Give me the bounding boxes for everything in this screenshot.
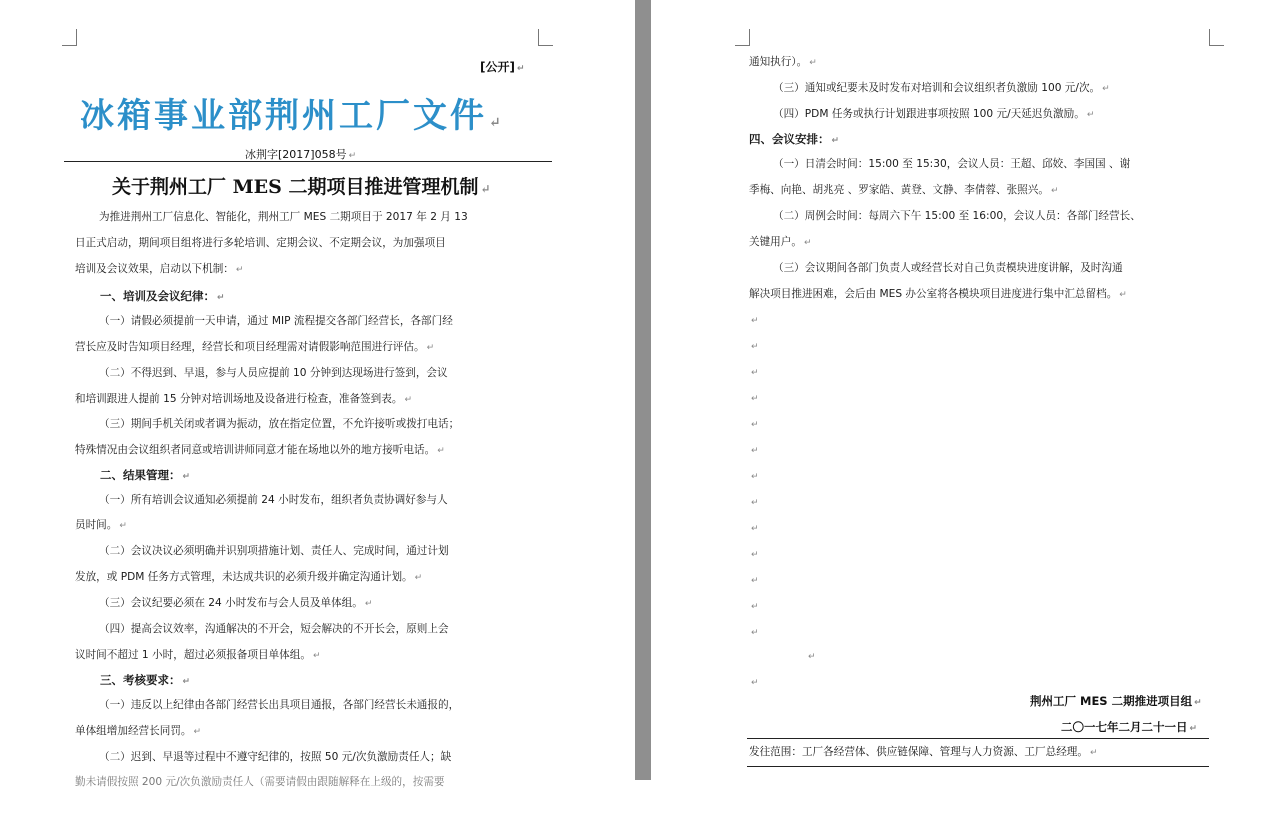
- crop-mark-top-right: [1209, 29, 1224, 46]
- section-heading: 一、培训及会议纪律： ↵: [100, 289, 225, 303]
- paragraph-line: （一）所有培训会议通知必须提前 24 小时发布，组织者负责协调好参与人: [99, 494, 448, 506]
- paragraph-line: （二）会议决议必须明确并识别项措施计划、责任人、完成时间，通过计划: [99, 545, 449, 557]
- paragraph-line: （一）日清会时间：15:00 至 15:30，会议人员：王超、邱姣、李国国 、谢: [773, 158, 1131, 170]
- document-number: 冰荆字[2017]058号 ↵: [245, 148, 357, 161]
- empty-paragraph-mark: ↵: [751, 342, 759, 352]
- paragraph-line: 员时间。 ↵: [75, 519, 127, 531]
- distribution-bottom-rule: [747, 766, 1209, 767]
- paragraph-line: 培训及会议效果，启动以下机制： ↵: [75, 263, 244, 275]
- document-page-right: [651, 0, 1280, 821]
- paragraph-line: 特殊情况由会议组织者同意或培训讲师同意才能在场地以外的地方接听电话。 ↵: [75, 444, 445, 456]
- paragraph-line: （三）期间手机关闭或者调为振动，放在指定位置，不允许接听或拨打电话；: [99, 418, 460, 430]
- header-title: 冰箱事业部荆州工厂文件 ↵: [80, 96, 504, 136]
- paragraph-line: 解决项目推进困难，会后由 MES 办公室将各模块项目进度进行集中汇总留档。 ↵: [749, 288, 1127, 300]
- paragraph-line: （四）PDM 任务或执行计划跟进事项按照 100 元/天延迟负激励。 ↵: [773, 108, 1095, 120]
- paragraph-line: 和培训跟进人提前 15 分钟对培训场地及设备进行检查，准备签到表。 ↵: [75, 393, 412, 405]
- paragraph-line: （二）不得迟到、早退，参与人员应提前 10 分钟到达现场进行签到，会议: [99, 367, 448, 379]
- empty-paragraph-mark: ↵: [751, 368, 759, 378]
- empty-paragraph-mark: ↵: [751, 420, 759, 430]
- paragraph-line: 勤未请假按照 200 元/次负激励责任人（需要请假由跟随解释在上级的，按需要: [75, 776, 445, 788]
- empty-paragraph-mark: ↵: [751, 316, 759, 326]
- empty-paragraph-mark: ↵: [808, 652, 816, 662]
- paragraph-line: （二）周例会时间：每周六下午 15:00 至 16:00，会议人员：各部门经营长、: [773, 210, 1141, 222]
- paragraph-line: （一）请假必须提前一天申请，通过 MIP 流程提交各部门经营长，各部门经: [99, 315, 453, 327]
- section-heading: 四、会议安排： ↵: [749, 132, 840, 146]
- paragraph-line: 发放，或 PDM 任务方式管理，未达成共识的必须升级并确定沟通计划。 ↵: [75, 571, 423, 583]
- empty-paragraph-mark: ↵: [751, 446, 759, 456]
- document-title: 关于荆州工厂 MES 二期项目推进管理机制 ↵: [112, 176, 491, 198]
- paragraph-line: （三）会议纪要必须在 24 小时发布与会人员及单体组。 ↵: [99, 597, 373, 609]
- paragraph-line: 单体组增加经营长同罚。 ↵: [75, 725, 202, 737]
- public-mark: [公开] ↵: [480, 60, 525, 74]
- paragraph-line: （四）提高会议效率，沟通解决的不开会，短会解决的不开长会，原则上会: [99, 623, 449, 635]
- empty-paragraph-mark: ↵: [751, 550, 759, 560]
- empty-paragraph-mark: ↵: [751, 576, 759, 586]
- document-page-left: [0, 0, 635, 821]
- paragraph-line: 关键用户。 ↵: [749, 236, 812, 248]
- crop-mark-top-right: [538, 29, 553, 46]
- section-heading: 二、结果管理： ↵: [100, 468, 191, 482]
- header-rule: [64, 161, 552, 162]
- empty-paragraph-mark: ↵: [751, 678, 759, 688]
- paragraph-line: （三）通知或纪要未及时发布对培训和会议组织者负激励 100 元/次。 ↵: [773, 82, 1110, 94]
- distribution-top-rule: [747, 738, 1209, 739]
- signature-date: 二〇一七年二月二十一日 ↵: [1061, 720, 1198, 734]
- paragraph-line: 季梅、向艳、胡兆亮 、罗家皓、黄登、文静、李倩蓉、张照兴。 ↵: [749, 184, 1059, 196]
- paragraph-line: （二）迟到、早退等过程中不遵守纪律的，按照 50 元/次负激励责任人；缺: [99, 751, 452, 763]
- empty-paragraph-mark: ↵: [751, 472, 759, 482]
- paragraph-line: 日正式启动，期间项目组将进行多轮培训、定期会议、不定期会议，为加强项目: [75, 237, 446, 249]
- signature-org: 荆州工厂 MES 二期推进项目组 ↵: [1030, 694, 1202, 708]
- paragraph-line: （一）违反以上纪律由各部门经营长出具项目通报，各部门经营长未通报的，: [99, 699, 460, 711]
- page-gutter: [635, 0, 651, 780]
- paragraph-line: 营长应及时告知项目经理，经营长和项目经理需对请假影响范围进行评估。 ↵: [75, 341, 435, 353]
- crop-mark-top-left: [62, 29, 77, 46]
- empty-paragraph-mark: ↵: [751, 628, 759, 638]
- paragraph-line: 通知执行）。 ↵: [749, 56, 817, 68]
- crop-mark-top-left: [735, 29, 750, 46]
- distribution-list: 发往范围：工厂各经营体、供应链保障、管理与人力资源、工厂总经理。 ↵: [749, 746, 1098, 758]
- empty-paragraph-mark: ↵: [751, 524, 759, 534]
- paragraph-line: 为推进荆州工厂信息化、智能化，荆州工厂 MES 二期项目于 2017 年 2 月 13: [99, 211, 468, 223]
- section-heading: 三、考核要求： ↵: [100, 673, 191, 687]
- paragraph-line: （三）会议期间各部门负责人或经营长对自己负责模块进度讲解，及时沟通: [773, 262, 1123, 274]
- empty-paragraph-mark: ↵: [751, 602, 759, 612]
- empty-paragraph-mark: ↵: [751, 394, 759, 404]
- paragraph-line: 议时间不超过 1 小时，超过必须报备项目单体组。 ↵: [75, 649, 321, 661]
- empty-paragraph-mark: ↵: [751, 498, 759, 508]
